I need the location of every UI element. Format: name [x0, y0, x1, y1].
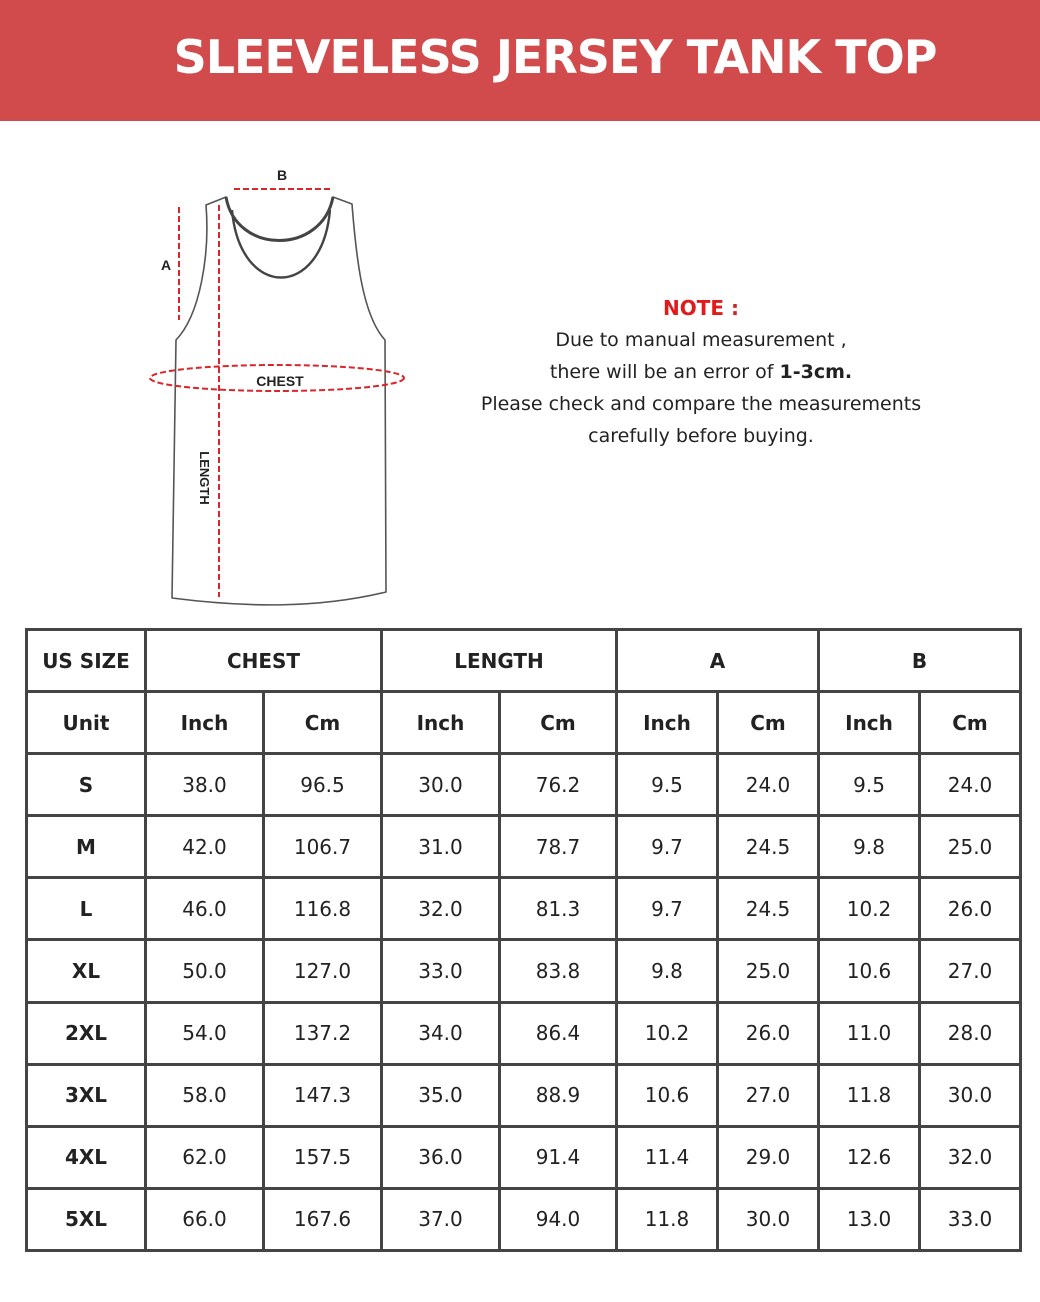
- unit-inch: Inch: [146, 692, 264, 754]
- table-row: [27, 1064, 1021, 1126]
- table-row: [27, 816, 1021, 878]
- size-cell: 2XL: [27, 1002, 146, 1064]
- unit-inch: Inch: [382, 692, 500, 754]
- tank-top-outline: [172, 197, 386, 605]
- size-chart-table: [25, 628, 1022, 1252]
- label-b: B: [276, 167, 288, 183]
- value-cell-b-cm: 33.0: [920, 1188, 1021, 1250]
- table-header-row: [27, 630, 1021, 692]
- value-cell-b-in: 10.2: [819, 878, 920, 940]
- value-cell-b-in: 10.6: [819, 940, 920, 1002]
- title-banner: [0, 0, 1040, 121]
- table-row: [27, 1126, 1021, 1188]
- value-cell-b-in: 9.8: [819, 816, 920, 878]
- value-cell-length-in: 33.0: [382, 940, 500, 1002]
- note-line-2: [470, 356, 932, 388]
- unit-inch: Inch: [819, 692, 920, 754]
- value-cell-length-cm: 94.0: [500, 1188, 617, 1250]
- value-cell-chest-cm: 167.6: [264, 1188, 382, 1250]
- value-cell-b-cm: 27.0: [920, 940, 1021, 1002]
- value-cell-chest-in: 50.0: [146, 940, 264, 1002]
- header-us-size: US SIZE: [27, 630, 146, 692]
- value-cell-length-cm: 86.4: [500, 1002, 617, 1064]
- unit-label: Unit: [27, 692, 146, 754]
- value-cell-b-cm: 24.0: [920, 754, 1021, 816]
- note-line-2-prefix: there will be an error of: [549, 361, 780, 383]
- header-chest: CHEST: [146, 630, 382, 692]
- size-table-body: [27, 630, 1021, 1251]
- value-cell-a-in: 9.5: [617, 754, 718, 816]
- value-cell-b-in: 11.8: [819, 1064, 920, 1126]
- value-cell-chest-in: 42.0: [146, 816, 264, 878]
- header-a: A: [617, 630, 819, 692]
- value-cell-length-in: 31.0: [382, 816, 500, 878]
- note-block: [470, 292, 932, 452]
- value-cell-b-cm: 25.0: [920, 816, 1021, 878]
- table-unit-row: [27, 692, 1021, 754]
- value-cell-a-cm: 26.0: [718, 1002, 819, 1064]
- value-cell-chest-in: 38.0: [146, 754, 264, 816]
- value-cell-b-in: 11.0: [819, 1002, 920, 1064]
- value-cell-a-cm: 30.0: [718, 1188, 819, 1250]
- header-b: B: [819, 630, 1021, 692]
- value-cell-b-in: 12.6: [819, 1126, 920, 1188]
- value-cell-a-cm: 25.0: [718, 940, 819, 1002]
- value-cell-a-in: 11.8: [617, 1188, 718, 1250]
- label-chest: CHEST: [256, 373, 304, 389]
- size-cell: L: [27, 878, 146, 940]
- value-cell-chest-cm: 157.5: [264, 1126, 382, 1188]
- value-cell-chest-in: 66.0: [146, 1188, 264, 1250]
- unit-cm: Cm: [264, 692, 382, 754]
- value-cell-a-cm: 24.5: [718, 816, 819, 878]
- value-cell-length-cm: 78.7: [500, 816, 617, 878]
- note-error-range: 1-3cm.: [779, 361, 853, 383]
- value-cell-a-in: 10.6: [617, 1064, 718, 1126]
- value-cell-chest-cm: 147.3: [264, 1064, 382, 1126]
- label-a: A: [160, 257, 172, 273]
- value-cell-chest-cm: 96.5: [264, 754, 382, 816]
- tank-top-diagram: [140, 160, 420, 610]
- value-cell-chest-cm: 116.8: [264, 878, 382, 940]
- label-length: LENGTH: [197, 451, 212, 505]
- value-cell-a-in: 9.7: [617, 878, 718, 940]
- value-cell-length-cm: 81.3: [500, 878, 617, 940]
- value-cell-b-in: 13.0: [819, 1188, 920, 1250]
- value-cell-length-in: 34.0: [382, 1002, 500, 1064]
- size-cell: M: [27, 816, 146, 878]
- value-cell-a-cm: 24.5: [718, 878, 819, 940]
- size-cell: 5XL: [27, 1188, 146, 1250]
- size-cell: XL: [27, 940, 146, 1002]
- value-cell-a-cm: 24.0: [718, 754, 819, 816]
- value-cell-length-cm: 76.2: [500, 754, 617, 816]
- value-cell-a-in: 10.2: [617, 1002, 718, 1064]
- value-cell-b-cm: 32.0: [920, 1126, 1021, 1188]
- value-cell-b-cm: 26.0: [920, 878, 1021, 940]
- value-cell-length-cm: 91.4: [500, 1126, 617, 1188]
- header-length: LENGTH: [382, 630, 617, 692]
- value-cell-length-in: 36.0: [382, 1126, 500, 1188]
- value-cell-chest-cm: 137.2: [264, 1002, 382, 1064]
- value-cell-a-cm: 27.0: [718, 1064, 819, 1126]
- value-cell-length-in: 30.0: [382, 754, 500, 816]
- value-cell-length-cm: 88.9: [500, 1064, 617, 1126]
- table-row: [27, 1002, 1021, 1064]
- size-cell: S: [27, 754, 146, 816]
- value-cell-a-cm: 29.0: [718, 1126, 819, 1188]
- value-cell-length-in: 32.0: [382, 878, 500, 940]
- size-cell: 4XL: [27, 1126, 146, 1188]
- value-cell-b-cm: 30.0: [920, 1064, 1021, 1126]
- table-row: [27, 940, 1021, 1002]
- unit-cm: Cm: [920, 692, 1021, 754]
- size-cell: 3XL: [27, 1064, 146, 1126]
- value-cell-chest-cm: 106.7: [264, 816, 382, 878]
- table-row: [27, 1188, 1021, 1250]
- page-title: SLEEVELESS JERSEY TANK TOP: [173, 30, 937, 84]
- value-cell-chest-in: 58.0: [146, 1064, 264, 1126]
- value-cell-chest-cm: 127.0: [264, 940, 382, 1002]
- table-row: [27, 754, 1021, 816]
- value-cell-chest-in: 62.0: [146, 1126, 264, 1188]
- value-cell-chest-in: 46.0: [146, 878, 264, 940]
- table-row: [27, 878, 1021, 940]
- unit-inch: Inch: [617, 692, 718, 754]
- value-cell-a-in: 11.4: [617, 1126, 718, 1188]
- value-cell-b-cm: 28.0: [920, 1002, 1021, 1064]
- value-cell-length-cm: 83.8: [500, 940, 617, 1002]
- value-cell-length-in: 37.0: [382, 1188, 500, 1250]
- value-cell-a-in: 9.7: [617, 816, 718, 878]
- note-line-1: Due to manual measurement ,: [555, 329, 847, 351]
- note-line-3: Please check and compare the measurements: [480, 393, 922, 415]
- note-label: NOTE :: [662, 296, 739, 320]
- value-cell-chest-in: 54.0: [146, 1002, 264, 1064]
- unit-cm: Cm: [718, 692, 819, 754]
- value-cell-length-in: 35.0: [382, 1064, 500, 1126]
- note-line-4: carefully before buying.: [588, 425, 814, 447]
- unit-cm: Cm: [500, 692, 617, 754]
- value-cell-b-in: 9.5: [819, 754, 920, 816]
- value-cell-a-in: 9.8: [617, 940, 718, 1002]
